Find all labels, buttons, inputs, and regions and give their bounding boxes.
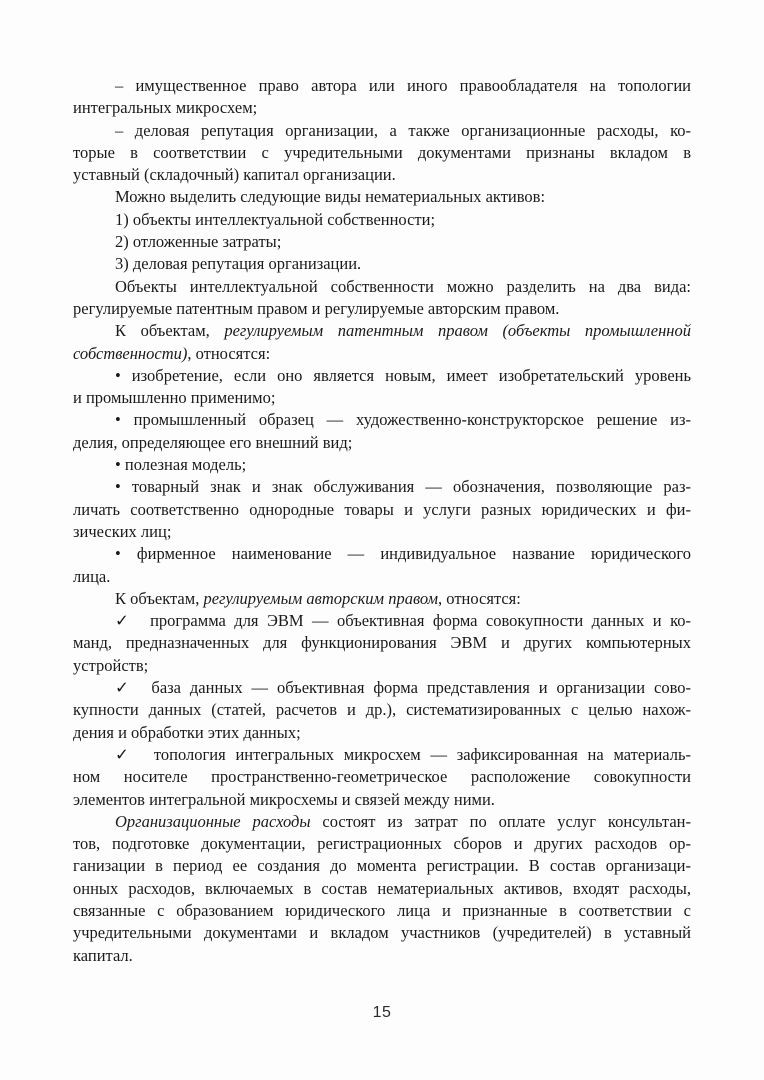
text-segment: 3) деловая репутация организации. <box>115 254 362 274</box>
text-segment: капитал. <box>73 945 133 965</box>
text-segment: ном носителе пространственно-геометрическое расположение совокупности <box>73 767 691 787</box>
text-segment: • промышленный образец — художественно-конструкторское решение из- <box>115 410 691 430</box>
text-line <box>73 610 691 632</box>
text-line <box>73 499 691 521</box>
text-segment: онных расходов, включаемых в состав нематериальных активов, входят расходы, <box>73 878 691 898</box>
text-segment: интегральных микросхем; <box>73 98 258 118</box>
text-segment: устройств; <box>73 655 149 675</box>
text-segment: ганизации в период ее создания до момента регистрации. В состав организаци- <box>73 856 691 876</box>
text-line <box>73 543 691 565</box>
text-segment: манд, предназначенных для функционирования ЭВМ и других компьютерных <box>73 633 691 653</box>
text-line <box>73 186 691 208</box>
text-line <box>73 632 691 654</box>
text-segment: дения и обработки этих данных; <box>73 722 301 742</box>
text-segment: купности данных (статей, расчетов и др.), систематизированных с целью нахож- <box>73 700 691 720</box>
text-segment: учредительными документами и вкладом участников (учредителей) в уставный <box>73 923 691 943</box>
text-line <box>73 744 691 766</box>
text-segment: ✓ программа для ЭВМ — объективная форма совокупности данных и ко- <box>115 611 691 631</box>
page-number: 15 <box>372 1004 392 1021</box>
text-line <box>73 432 691 454</box>
text-segment: уставный (складочный) капитал организации. <box>73 165 396 185</box>
text-line <box>73 320 691 342</box>
text-segment: , относятся: <box>187 343 271 363</box>
text-line <box>73 878 691 900</box>
text-line <box>73 164 691 186</box>
text-line <box>73 209 691 231</box>
text-segment: , относятся: <box>438 588 521 608</box>
text-line <box>73 900 691 922</box>
text-segment: 2) отложенные затраты; <box>115 232 282 252</box>
text-segment: состоят из затрат по оплате услуг консультан- <box>310 811 691 831</box>
text-line <box>73 566 691 588</box>
text-line <box>73 97 691 119</box>
text-line <box>73 677 691 699</box>
text-segment: • фирменное наименование — индивидуальное название юридического <box>115 544 691 564</box>
text-line <box>73 811 691 833</box>
text-line <box>73 789 691 811</box>
text-line <box>73 699 691 721</box>
text-segment: регулируемые патентным правом и регулируемые авторским правом. <box>73 298 560 318</box>
text-segment: личать соответственно однородные товары и услуги разных юридических и фи- <box>73 499 691 519</box>
text-line <box>73 476 691 498</box>
text-line <box>73 409 691 431</box>
text-line <box>73 75 691 97</box>
text-segment: лица. <box>73 566 111 586</box>
text-segment: делия, определяющее его внешний вид; <box>73 432 353 452</box>
text-line <box>73 454 691 476</box>
text-segment: зических лиц; <box>73 521 172 541</box>
text-line <box>73 365 691 387</box>
text-segment: ✓ топология интегральных микросхем — зафиксированная на материаль- <box>115 744 691 764</box>
text-line <box>73 521 691 543</box>
italic-text-segment: собственности) <box>73 343 188 363</box>
text-line <box>73 387 691 409</box>
text-segment: 1) объекты интеллектуальной собственности; <box>115 209 436 229</box>
text-line <box>73 855 691 877</box>
text-segment: Объекты интеллектуальной собственности можно разделить на два вида: <box>115 276 691 296</box>
text-line <box>73 253 691 275</box>
text-line <box>73 588 691 610</box>
text-line <box>73 655 691 677</box>
text-line <box>73 766 691 788</box>
text-segment: торые в соответствии с учредительными документами признаны вкладом в <box>73 142 691 162</box>
text-line <box>73 142 691 164</box>
italic-text-segment: регулируемым авторским правом <box>203 588 439 608</box>
text-block <box>73 75 691 967</box>
text-segment: – деловая репутация организации, а также организационные расходы, ко- <box>115 120 691 140</box>
text-segment: • изобретение, если оно является новым, имеет изобретательский уровень <box>115 365 691 385</box>
text-line <box>73 343 691 365</box>
text-segment: • полезная модель; <box>115 455 247 475</box>
text-line <box>73 722 691 744</box>
text-segment: тов, подготовке документации, регистрационных сборов и других расходов ор- <box>73 834 691 854</box>
text-segment: К объектам, <box>115 321 225 341</box>
text-segment: ✓ база данных — объективная форма представления и организации сово- <box>115 678 691 698</box>
text-segment: – имущественное право автора или иного правообладателя на топологии <box>115 76 691 95</box>
text-line <box>73 276 691 298</box>
italic-text-segment: регулируемым патентным правом (объекты промышленной <box>224 321 691 341</box>
text-line <box>73 231 691 253</box>
text-segment: К объектам, <box>115 588 204 608</box>
text-segment: • товарный знак и знак обслуживания — обозначения, позволяющие раз- <box>115 477 691 497</box>
text-segment: связанные с образованием юридического лица и признанные в соответствии с <box>73 900 691 920</box>
text-line <box>73 298 691 320</box>
text-segment: и промышленно применимо; <box>73 388 276 408</box>
text-line <box>73 945 691 967</box>
text-line <box>73 833 691 855</box>
text-segment: элементов интегральной микросхемы и связей между ними. <box>73 789 495 809</box>
text-line <box>73 120 691 142</box>
text-segment: Можно выделить следующие виды нематериальных активов: <box>115 187 546 207</box>
text-line <box>73 922 691 944</box>
italic-text-segment: Организационные расходы <box>115 811 311 831</box>
